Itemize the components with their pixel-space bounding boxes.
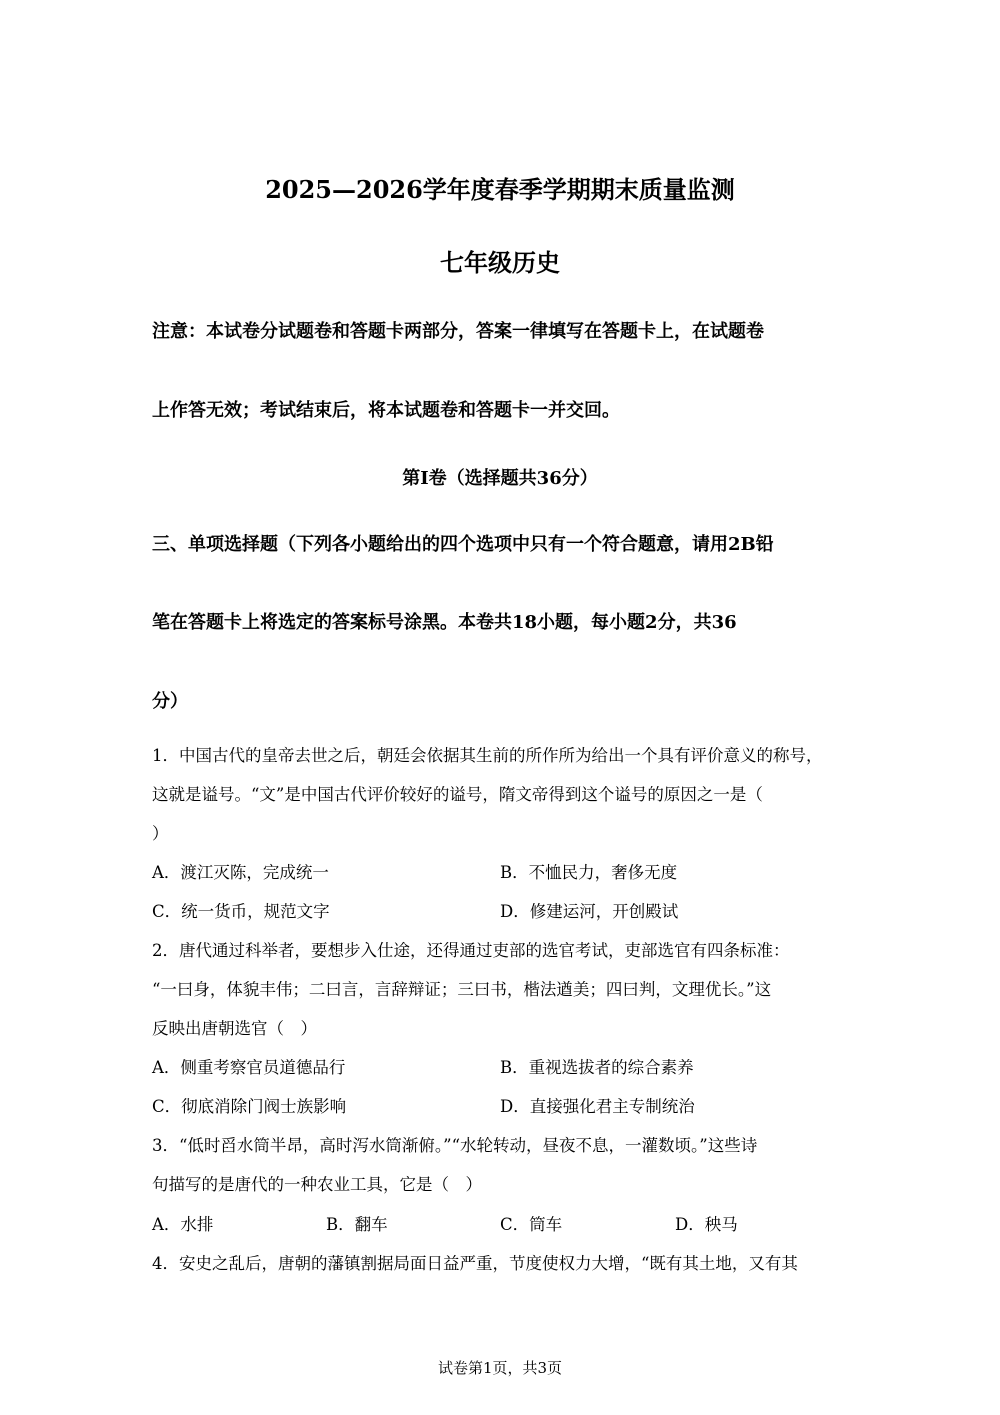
section-instructions-line-3: 分） [152,691,188,712]
part-title: 第Ⅰ卷（选择题共36分） [402,468,598,489]
question-1-option-d: D．修建运河，开创殿试 [500,902,679,921]
question-1-stem-line-2: 这就是谥号。“文”是中国古代评价较好的谥号，隋文帝得到这个谥号的原因之一是（ [152,785,763,804]
question-1-option-a: A．渡江灭陈，完成统一 [152,863,329,882]
question-2-option-b: B．重视选拔者的综合素养 [500,1058,694,1077]
exam-title: 2025—2026学年度春季学期期末质量监测 [265,175,735,204]
question-3-stem-line-1: 3．“低时舀水筒半昂，高时泻水筒渐俯。”“水轮转动，昼夜不息，一灌数顷。”这些诗 [152,1136,758,1155]
section-instructions-line-1: 三、单项选择题（下列各小题给出的四个选项中只有一个符合题意，请用2B铅 [152,534,774,555]
page-footer: 试卷第1页，共3页 [437,1359,563,1377]
question-1-option-b: B．不恤民力，奢侈无度 [500,863,678,882]
question-1-stem-line-1: 1．中国古代的皇帝去世之后，朝廷会依据其生前的所作所为给出一个具有评价意义的称号， [152,746,823,765]
section-instructions-line-2: 笔在答题卡上将选定的答案标号涂黑。本卷共18小题，每小题2分，共36 [152,612,737,633]
question-4-stem-line-1: 4．安史之乱后，唐朝的藩镇割据局面日益严重，节度使权力大增，“既有其土地，又有其 [152,1254,798,1273]
question-2-option-a: A．侧重考察官员道德品行 [152,1058,346,1077]
question-1-stem-line-3: ） [152,824,169,843]
notice-line-1: 注意：本试卷分试题卷和答题卡两部分，答案一律填写在答题卡上，在试题卷 [152,321,764,342]
question-3-option-d: D．秧马 [675,1215,738,1234]
question-2-stem-line-3: 反映出唐朝选官（ ） [152,1019,317,1038]
exam-subject: 七年级历史 [440,248,560,277]
question-2-option-c: C．彻底消除门阀士族影响 [152,1097,347,1116]
question-1-option-c: C．统一货币，规范文字 [152,902,330,921]
question-2-option-d: D．直接强化君主专制统治 [500,1097,695,1116]
question-3-option-b: B．翻车 [326,1215,388,1234]
question-3-option-c: C．筒车 [500,1215,563,1234]
notice-line-2: 上作答无效；考试结束后，将本试题卷和答题卡一并交回。 [152,400,620,421]
question-3-option-a: A．水排 [152,1215,214,1234]
question-2-stem-line-2: “一曰身，体貌丰伟；二曰言，言辞辩证；三曰书，楷法遒美；四曰判，文理优长。”这 [152,980,772,999]
question-2-stem-line-1: 2．唐代通过科举者，要想步入仕途，还得通过吏部的选官考试，吏部选官有四条标准： [152,941,790,960]
question-3-stem-line-2: 句描写的是唐代的一种农业工具，它是（ ） [152,1175,482,1194]
